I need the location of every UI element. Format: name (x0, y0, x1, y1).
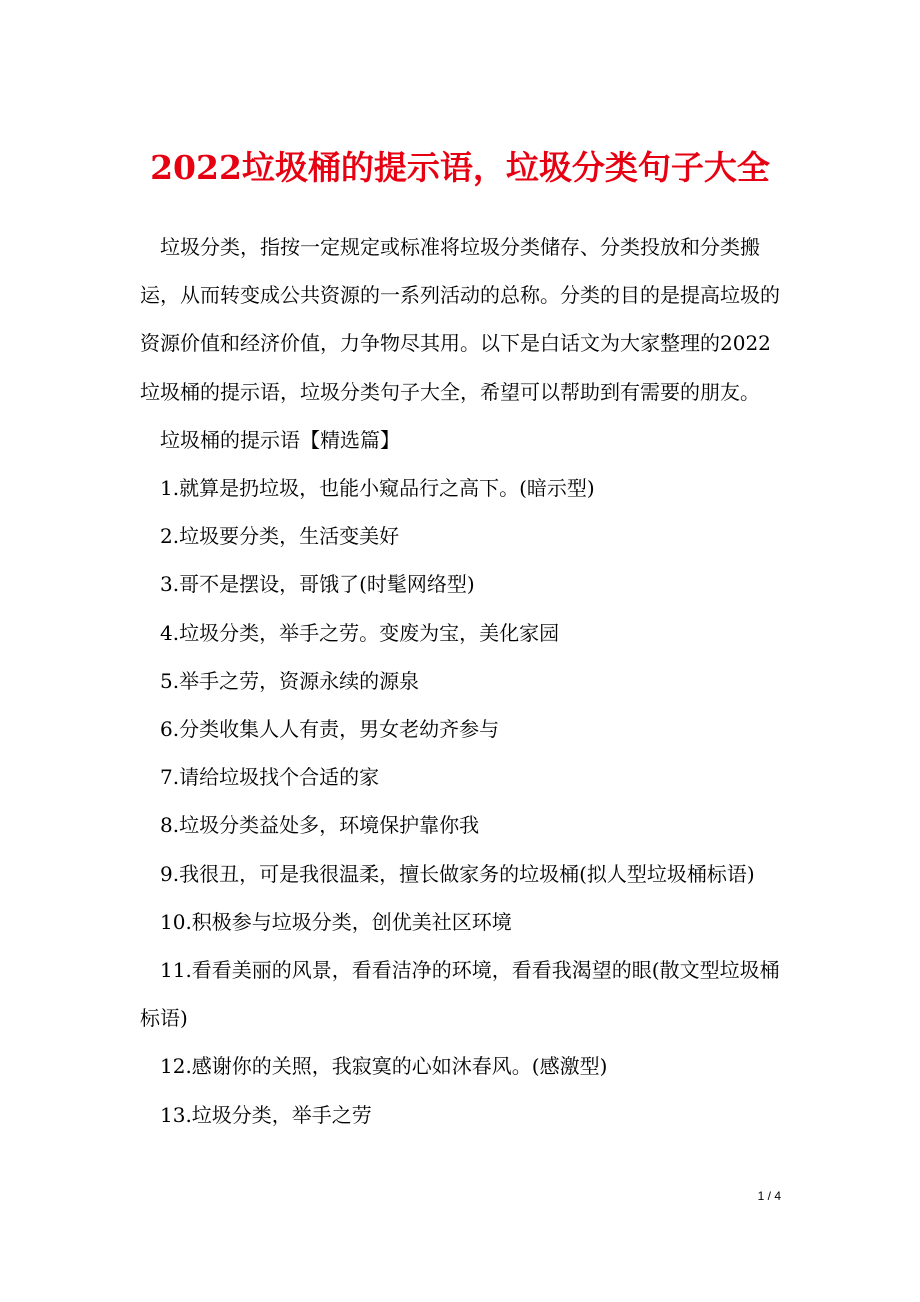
section-heading: 垃圾桶的提示语【精选篇】 (160, 427, 400, 452)
list-item: 6.分类收集人人有责，男女老幼齐参与 (160, 717, 500, 742)
list-item: 8.垃圾分类益处多，环境保护靠你我 (160, 813, 480, 838)
document-body (140, 223, 783, 1139)
list-item: 1.就算是扔垃圾，也能小窥品行之高下。(暗示型) (160, 476, 595, 501)
list-item: 10.积极参与垃圾分类，创优美社区环境 (160, 909, 512, 934)
list-item: 13.垃圾分类，举手之劳 (160, 1102, 372, 1127)
list-item: 5.举手之劳，资源永续的源泉 (160, 668, 420, 693)
list-item: 3.哥不是摆设，哥饿了(时髦网络型) (160, 572, 475, 597)
list-item: 4.垃圾分类，举手之劳。变废为宝，美化家园 (160, 620, 560, 645)
intro-paragraph: 垃圾分类，指按一定规定或标准将垃圾分类储存、分类投放和分类搬运，从而转变成公共资源的一系列活动的总称。分类的目的是提高垃圾的资源价值和经济价值，力争物尽其用。以下是白话文为大家整理的2022垃圾桶的提示语，垃圾分类句子大全，希望可以帮助到有需要的朋友。 (140, 235, 780, 404)
list-item: 2.垃圾要分类，生活变美好 (160, 524, 400, 549)
list-item: 12.感谢你的关照，我寂寞的心如沐春风。(感激型) (160, 1054, 608, 1079)
list-item: 7.请给垃圾找个合适的家 (160, 765, 380, 790)
page-indicator: 1 / 4 (757, 1189, 781, 1203)
list-item: 9.我很丑，可是我很温柔，擅长做家务的垃圾桶(拟人型垃圾桶标语) (160, 861, 755, 886)
list-item: 11.看看美丽的风景，看看洁净的环境，看看我渴望的眼(散文型垃圾桶标语) (140, 958, 780, 1031)
document-title: 2022垃圾桶的提示语，垃圾分类句子大全 (150, 148, 770, 187)
